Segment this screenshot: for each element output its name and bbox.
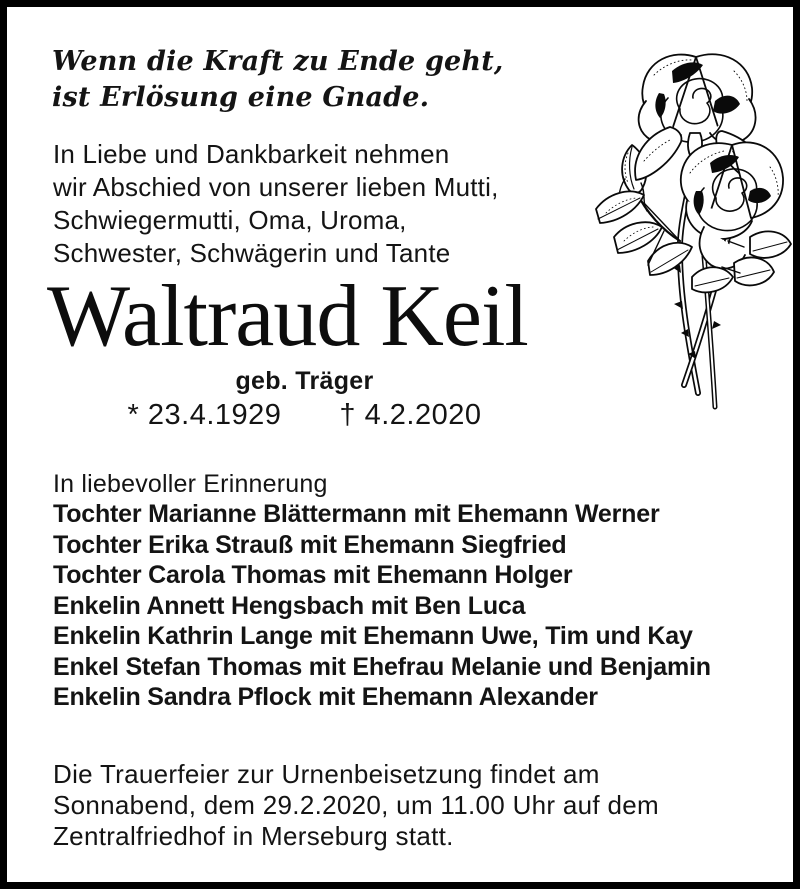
family-line: Enkelin Kathrin Lange mit Ehemann Uwe, Tim und Kay xyxy=(53,622,693,650)
family-line: Tochter Carola Thomas mit Ehemann Holger xyxy=(53,561,573,589)
funeral-line: Die Trauerfeier zur Urnenbeisetzung findet am xyxy=(53,759,600,789)
intro-line: In Liebe und Dankbarkeit nehmen xyxy=(53,139,450,169)
family-list xyxy=(53,499,711,713)
memorial-quote xyxy=(52,44,504,116)
birth-date: * 23.4.1929 xyxy=(127,399,282,431)
funeral-line: Zentralfriedhof in Merseburg statt. xyxy=(53,821,454,851)
death-date: † 4.2.2020 xyxy=(339,399,482,431)
memorial-heading: In liebevoller Erinnerung xyxy=(53,470,328,498)
life-dates xyxy=(47,399,562,432)
funeral-line: Sonnabend, dem 29.2.2020, um 11.00 Uhr auf dem xyxy=(53,790,659,820)
family-line: Enkelin Annett Hengsbach mit Ben Luca xyxy=(53,591,526,620)
quote-line: Wenn die Kraft zu Ende geht, xyxy=(52,46,504,77)
intro-paragraph xyxy=(53,138,499,270)
funeral-info xyxy=(53,759,659,852)
family-line: Enkelin Sandra Pflock mit Ehemann Alexander xyxy=(53,683,598,711)
intro-line: Schwiegermutti, Oma, Uroma, xyxy=(53,205,407,235)
maiden-name: geb. Träger xyxy=(235,367,374,395)
intro-line: Schwester, Schwägerin und Tante xyxy=(53,238,451,268)
quote-line: ist Erlösung eine Gnade. xyxy=(52,82,430,113)
deceased-name: Waltraud Keil xyxy=(47,268,528,365)
family-line: Tochter Erika Strauß mit Ehemann Siegfried xyxy=(53,530,567,559)
intro-line: wir Abschied von unserer lieben Mutti, xyxy=(53,172,499,202)
family-line: Enkel Stefan Thomas mit Ehefrau Melanie und Benjamin xyxy=(53,652,711,681)
roses-line-art-icon xyxy=(584,40,796,422)
family-line: Tochter Marianne Blättermann mit Ehemann Werner xyxy=(53,500,660,528)
upper-rose-bloom xyxy=(639,54,756,143)
